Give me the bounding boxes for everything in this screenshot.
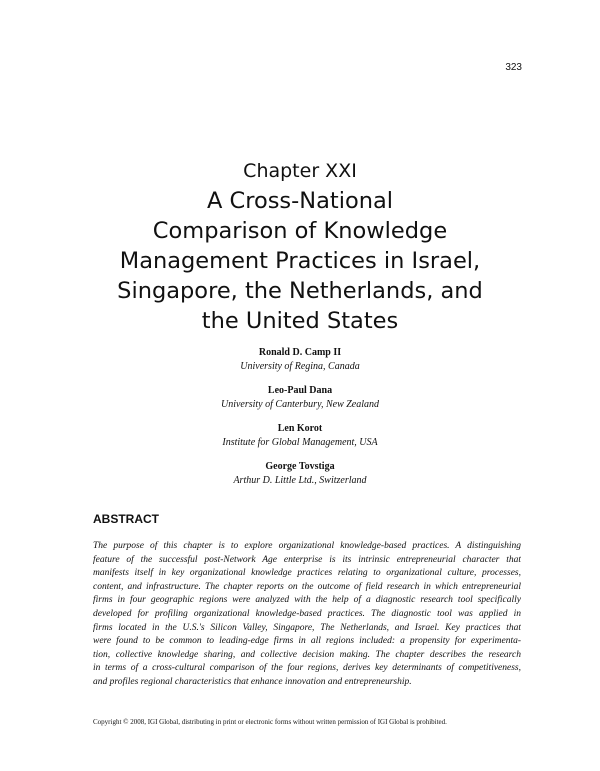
author-block (0, 346, 600, 384)
author-affiliation: University of Canterbury, New Zealand (220, 399, 380, 410)
chapter-title-line: Comparison of Knowledge (152, 218, 448, 244)
author-name: George Tovstiga (265, 461, 335, 472)
chapter-title-line: A Cross-National (206, 188, 394, 214)
author-block (0, 384, 600, 422)
abstract-line: manifests itself in key organizational knowledge practices relating to organizational culture, processes, (93, 568, 521, 579)
chapter-title-line: Singapore, the Netherlands, and (117, 278, 483, 304)
abstract-text (93, 540, 521, 690)
abstract-line: content, and infrastructure. The chapter reports on the outcome of field research in which entrepreneurial (93, 581, 521, 592)
abstract-line: The purpose of this chapter is to explore organizational knowledge-based practices. A distinguishing (93, 541, 521, 551)
page-number: 323 (505, 62, 522, 73)
chapter-label: Chapter XXI (243, 160, 357, 182)
author-name: Len Korot (277, 423, 323, 434)
author-name: Leo-Paul Dana (267, 385, 333, 396)
abstract-line: firms in four geographic regions were analyzed with the help of a diagnostic research tool specifically (93, 595, 521, 606)
chapter-title-line: the United States (201, 308, 399, 334)
abstract-line: and profiles regional characteristics that enhance innovation and entrepreneurship. (93, 676, 412, 687)
author-affiliation: University of Regina, Canada (240, 361, 360, 372)
abstract-heading: ABSTRACT (93, 512, 159, 526)
author-block (0, 422, 600, 460)
abstract-line: were found to be common to leading-edge firms in all regions included: a propensity for experimenta- (93, 636, 521, 647)
abstract-line: firms located in the U.S.'s Silicon Valley, Singapore, The Netherlands, and Israel. Key practices that (93, 622, 521, 633)
abstract-line: tion, collective knowledge sharing, and collective decision making. The chapter describes the research (93, 649, 521, 660)
chapter-title-line: Management Practices in Israel, (119, 248, 481, 274)
abstract-line: feature of the successful post-Network Age enterprise is its intrinsic entrepreneurial character that (93, 554, 521, 565)
author-name: Ronald D. Camp II (258, 347, 342, 358)
abstract-line: developed for profiling organizational knowledge-based practices. The diagnostic tool was applied in (93, 608, 521, 619)
abstract-line: in terms of a cross-cultural comparison of the four regions, derives key determinants of competitiveness, (93, 663, 521, 674)
author-list (0, 346, 600, 498)
author-affiliation: Institute for Global Management, USA (222, 437, 378, 448)
chapter-title (40, 186, 560, 336)
author-affiliation: Arthur D. Little Ltd., Switzerland (233, 475, 367, 486)
copyright-notice: Copyright © 2008, IGI Global, distributing in print or electronic forms without written permission of IGI Global is prohibited. (93, 718, 447, 726)
author-block (0, 460, 600, 498)
